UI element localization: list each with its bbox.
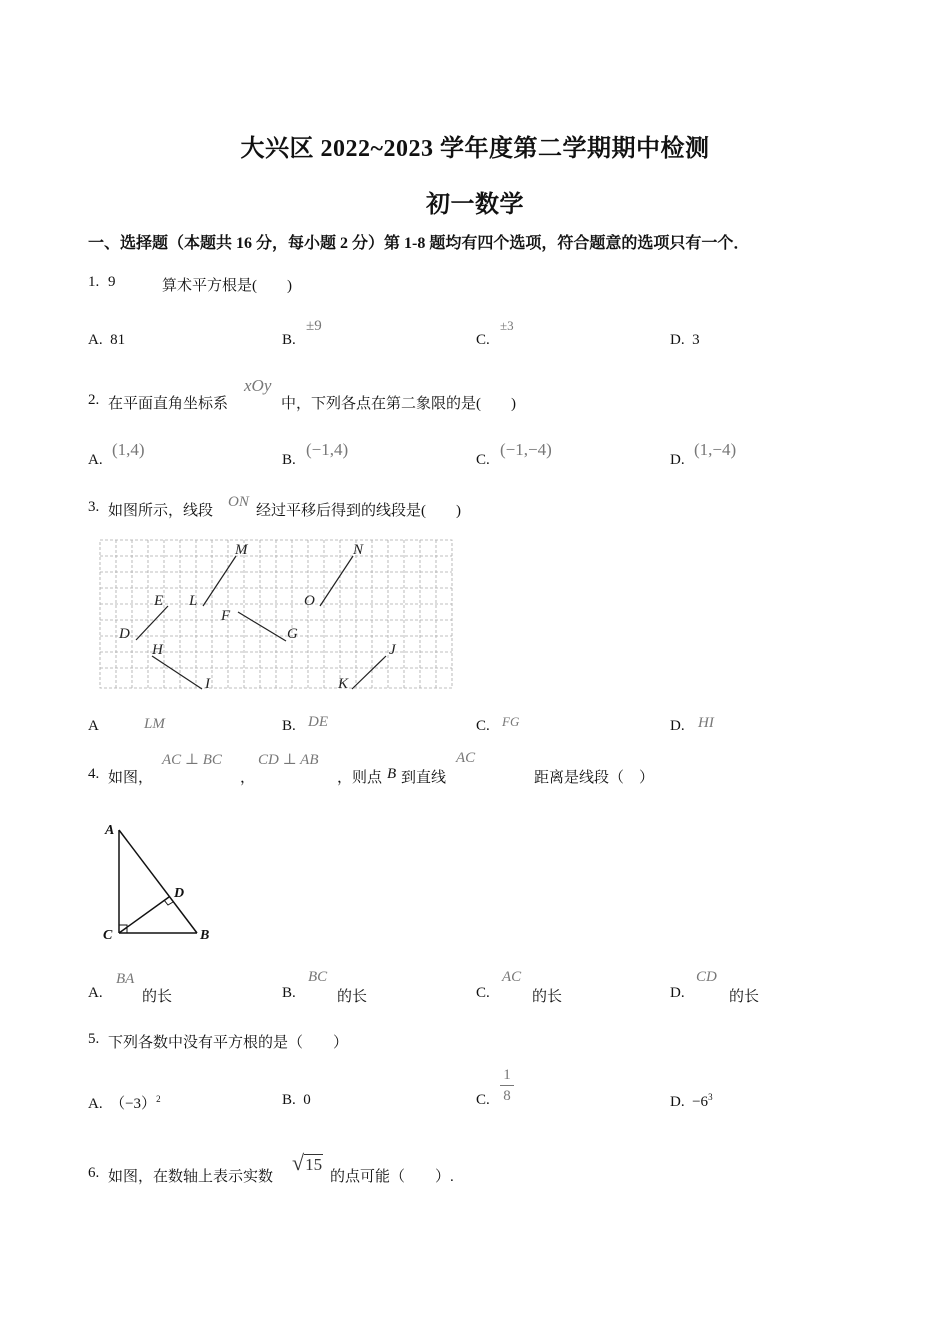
- option-b-value: ±9: [306, 318, 322, 334]
- question-text-a: 如图所示，线段: [108, 503, 214, 519]
- option-a-value: BA: [116, 971, 135, 987]
- question-sep: ，: [240, 770, 256, 786]
- label-m: M: [235, 542, 248, 558]
- option-d[interactable]: D.: [670, 452, 685, 468]
- label-h: H: [152, 642, 163, 658]
- label-b: B: [200, 928, 210, 943]
- option-b-value: DE: [308, 714, 328, 730]
- translation-grid-figure: [98, 538, 456, 692]
- option-label: A.: [88, 332, 103, 348]
- question-text-b: 经过平移后得到的线段是( ): [256, 503, 461, 519]
- option-value: −6: [692, 1094, 709, 1110]
- option-c-suffix: 的长: [532, 989, 563, 1005]
- question-text-b: 的点可能（ ）.: [330, 1169, 454, 1185]
- option-d[interactable]: [670, 1092, 713, 1111]
- option-b[interactable]: [282, 1092, 311, 1109]
- option-b[interactable]: [282, 332, 296, 349]
- label-a: A: [105, 823, 115, 838]
- option-sup: 2: [156, 1094, 161, 1104]
- option-a[interactable]: A.: [88, 985, 103, 1001]
- option-c-fraction: [500, 1066, 514, 1105]
- sqrt-expression: [292, 1150, 323, 1176]
- option-d-value: CD: [696, 969, 717, 985]
- question-text-d: 距离是线段（ ）: [534, 770, 655, 786]
- question-text-a: 如图，: [108, 770, 154, 786]
- option-sup: 3: [708, 1092, 713, 1102]
- option-a-suffix: 的长: [142, 989, 173, 1005]
- option-c[interactable]: [476, 332, 490, 349]
- question-number: 1.: [88, 274, 100, 290]
- label-j: J: [389, 642, 396, 658]
- option-c[interactable]: C.: [476, 985, 490, 1001]
- option-value: 0: [303, 1092, 311, 1108]
- label-k: K: [338, 676, 349, 692]
- option-b-suffix: 的长: [337, 989, 368, 1005]
- question-math-3: AC: [456, 750, 476, 766]
- question-text-a: 在平面直角坐标系: [108, 396, 229, 412]
- question-text-a: 如图，在数轴上表示实数: [108, 1169, 274, 1185]
- option-a[interactable]: [88, 332, 125, 349]
- option-b[interactable]: B.: [282, 985, 296, 1001]
- question-number: 3.: [88, 499, 100, 515]
- page-subtitle: 初一数学: [426, 192, 524, 218]
- label-d: D: [174, 886, 185, 901]
- option-a[interactable]: A: [88, 718, 99, 734]
- option-c[interactable]: C.: [476, 718, 490, 734]
- question-text-b: ，则点: [337, 770, 383, 786]
- question-number: 2.: [88, 392, 100, 408]
- question-math-2: CD ⊥ AB: [258, 752, 319, 768]
- option-a[interactable]: [88, 1092, 161, 1113]
- label-i: I: [205, 676, 210, 692]
- label-c: C: [103, 928, 113, 943]
- option-label: A.: [88, 1096, 103, 1112]
- segment-hi: [152, 656, 202, 689]
- option-a-value: (1,4): [112, 440, 145, 459]
- option-c-value: (−1,−4): [500, 440, 552, 459]
- option-label: B.: [282, 1092, 296, 1108]
- label-e: E: [154, 593, 164, 609]
- option-a-value: LM: [144, 716, 165, 732]
- option-b[interactable]: B.: [282, 452, 296, 468]
- option-c[interactable]: C.: [476, 1092, 490, 1108]
- question-number: 6.: [88, 1165, 100, 1181]
- option-c-value: FG: [502, 714, 520, 729]
- option-d[interactable]: [670, 332, 700, 349]
- option-value: 3: [692, 332, 700, 348]
- option-c[interactable]: C.: [476, 452, 490, 468]
- question-number: 5.: [88, 1031, 100, 1047]
- question-math: ON: [228, 494, 249, 510]
- section-heading: 一、选择题（本题共 16 分，每小题 2 分）第 1-8 题均有四个选项，符合题意的选项只有一个．: [88, 235, 750, 252]
- question-text: 算术平方根是( ): [162, 278, 292, 294]
- segment-kj: [352, 656, 386, 689]
- question-point-b: B: [387, 766, 397, 782]
- label-d: D: [119, 626, 130, 642]
- sqrt-icon: √: [292, 1150, 305, 1175]
- label-o: O: [304, 593, 315, 609]
- question-text: 下列各数中没有平方根的是（ ）: [108, 1035, 349, 1051]
- fraction-denominator: 8: [503, 1088, 511, 1104]
- option-b-value: (−1,4): [306, 440, 349, 459]
- option-b-value: BC: [308, 969, 328, 985]
- question-math: xOy: [244, 376, 272, 395]
- option-label: D.: [670, 1094, 685, 1110]
- option-d-suffix: 的长: [729, 989, 760, 1005]
- option-d-value: (1,−4): [694, 440, 737, 459]
- triangle-figure: [98, 818, 218, 946]
- option-label: D.: [670, 332, 685, 348]
- segment-de: [136, 606, 168, 640]
- option-d[interactable]: D.: [670, 718, 685, 734]
- option-c-value: AC: [502, 969, 522, 985]
- option-a[interactable]: A.: [88, 452, 103, 468]
- label-g: G: [287, 626, 298, 642]
- sqrt-radicand: 15: [305, 1155, 323, 1174]
- option-d[interactable]: D.: [670, 985, 685, 1001]
- label-f: F: [221, 608, 231, 624]
- question-number: 4.: [88, 766, 100, 782]
- question-value: 9: [108, 274, 116, 290]
- question-text-c: 到直线: [401, 770, 447, 786]
- label-n: N: [353, 542, 364, 558]
- segment-on: [320, 556, 353, 606]
- segment-lm: [203, 556, 236, 606]
- page-title: 大兴区 2022~2023 学年度第二学期期中检测: [240, 136, 710, 162]
- question-text-b: 中，下列各点在第二象限的是( ): [281, 396, 516, 412]
- option-value: （−3）: [110, 1096, 157, 1112]
- segment-fg: [238, 612, 286, 641]
- option-b[interactable]: B.: [282, 718, 296, 734]
- option-d-value: HI: [698, 715, 714, 731]
- question-math-1: AC ⊥ BC: [162, 752, 222, 768]
- option-c-value: ±3: [500, 318, 514, 333]
- option-value: 81: [110, 332, 126, 348]
- label-l: L: [189, 593, 198, 609]
- fraction-numerator: 1: [503, 1067, 511, 1083]
- option-label: B.: [282, 332, 296, 348]
- option-label: C.: [476, 332, 490, 348]
